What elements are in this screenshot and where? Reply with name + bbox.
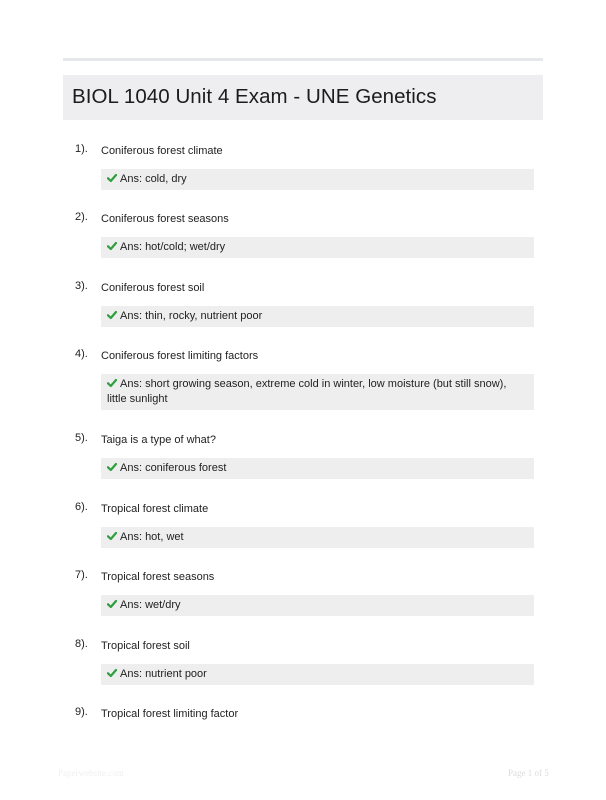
answer-box (101, 237, 534, 258)
answer-text: Ans: short growing season, extreme cold in winter, low moisture (but still snow), little sunlight (107, 378, 507, 405)
question-number: 2). (75, 211, 88, 223)
answer-text: Ans: nutrient poor (120, 668, 207, 680)
question-number: 3). (75, 280, 88, 292)
question-number: 5). (75, 432, 88, 444)
answer-box (101, 374, 534, 410)
question-text: Tropical forest soil (101, 640, 190, 652)
answer-text: Ans: hot/cold; wet/dry (120, 241, 226, 253)
question-number: 4). (75, 348, 88, 360)
question-number: 8). (75, 638, 88, 650)
checkmark-icon (107, 462, 117, 472)
answer-box (101, 664, 534, 685)
question-text: Coniferous forest climate (101, 145, 223, 157)
question-text: Coniferous forest seasons (101, 213, 229, 225)
question-text: Tropical forest seasons (101, 571, 215, 583)
answer-box (101, 458, 534, 479)
checkmark-icon (107, 378, 117, 388)
answer-text: Ans: hot, wet (120, 531, 184, 543)
checkmark-icon (107, 310, 117, 320)
question-number: 7). (75, 569, 88, 581)
answer-box (101, 527, 534, 548)
question-number: 9). (75, 706, 88, 718)
page-number: Page 1 of 5 (508, 768, 549, 778)
checkmark-icon (107, 173, 117, 183)
checkmark-icon (107, 668, 117, 678)
answer-text: Ans: wet/dry (120, 599, 181, 611)
question-number: 1). (75, 143, 88, 155)
question-text: Tropical forest limiting factor (101, 708, 239, 720)
question-number: 6). (75, 501, 88, 513)
answer-text: Ans: coniferous forest (120, 462, 227, 474)
document-title: BIOL 1040 Unit 4 Exam - UNE Genetics (72, 85, 437, 108)
answer-box (101, 169, 534, 190)
checkmark-icon (107, 599, 117, 609)
checkmark-icon (107, 241, 117, 251)
question-text: Taiga is a type of what? (101, 434, 216, 446)
footer-watermark: Paperwebsite.com (58, 768, 124, 778)
question-text: Tropical forest climate (101, 503, 209, 515)
question-text: Coniferous forest soil (101, 282, 205, 294)
answer-box (101, 595, 534, 616)
answer-box (101, 306, 534, 327)
checkmark-icon (107, 531, 117, 541)
question-text: Coniferous forest limiting factors (101, 350, 259, 362)
answer-text: Ans: cold, dry (120, 173, 187, 185)
answer-text: Ans: thin, rocky, nutrient poor (120, 310, 263, 322)
